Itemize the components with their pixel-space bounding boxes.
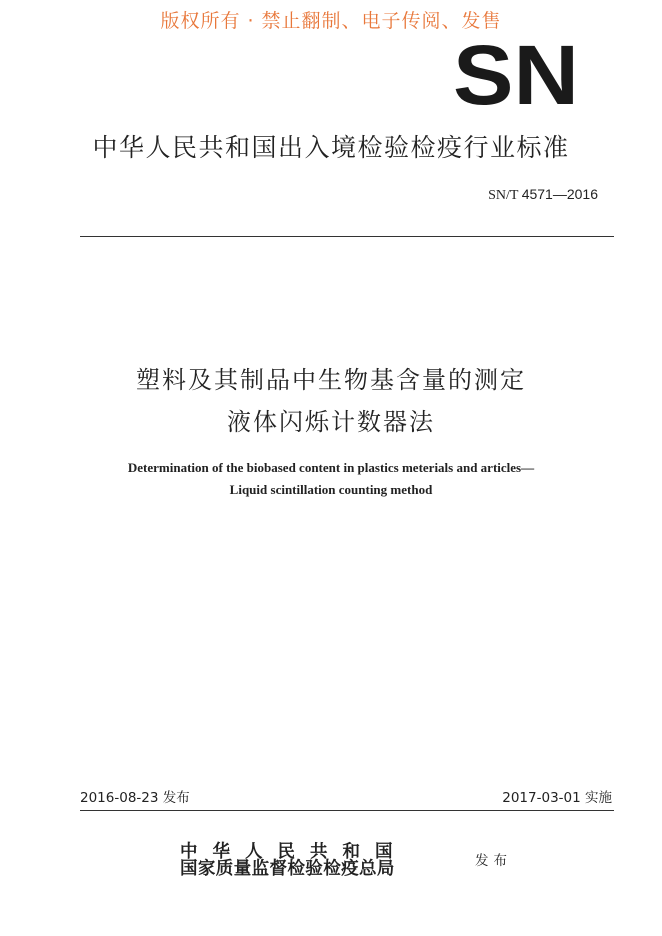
standard-code-prefix: SN/T [488,188,519,203]
logo-text: SN [453,40,579,108]
title-en-line2: Liquid scintillation counting method [229,482,433,497]
publish-label: 发布 [475,853,512,869]
implementation-date: 2017-03-01 实施 [502,790,612,806]
title-zh-line2: 液体闪烁计数器法 [227,408,435,436]
title-zh-line1: 塑料及其制品中生物基含量的测定 [136,366,526,394]
standard-code [488,186,598,204]
org-standard-title: 中华人民共和国出入境检验检疫行业标准 [92,133,570,162]
sn-logo [452,40,580,112]
sn-logo-graphic [452,40,580,108]
header-divider [80,236,614,237]
copyright-watermark: 版权所有 · 禁止翻制、电子传阅、发售 [160,10,502,32]
issuer-agency: 国家质量监督检验检疫总局 [180,859,395,879]
issuer-country: 中华人民共和国 [180,842,408,862]
issue-date: 2016-08-23 发布 [80,790,190,806]
standard-code-number: 4571—2016 [521,186,598,202]
footer-divider [80,810,614,811]
title-en-line1: Determination of the biobased content in plastics meterials and articles— [127,460,535,475]
